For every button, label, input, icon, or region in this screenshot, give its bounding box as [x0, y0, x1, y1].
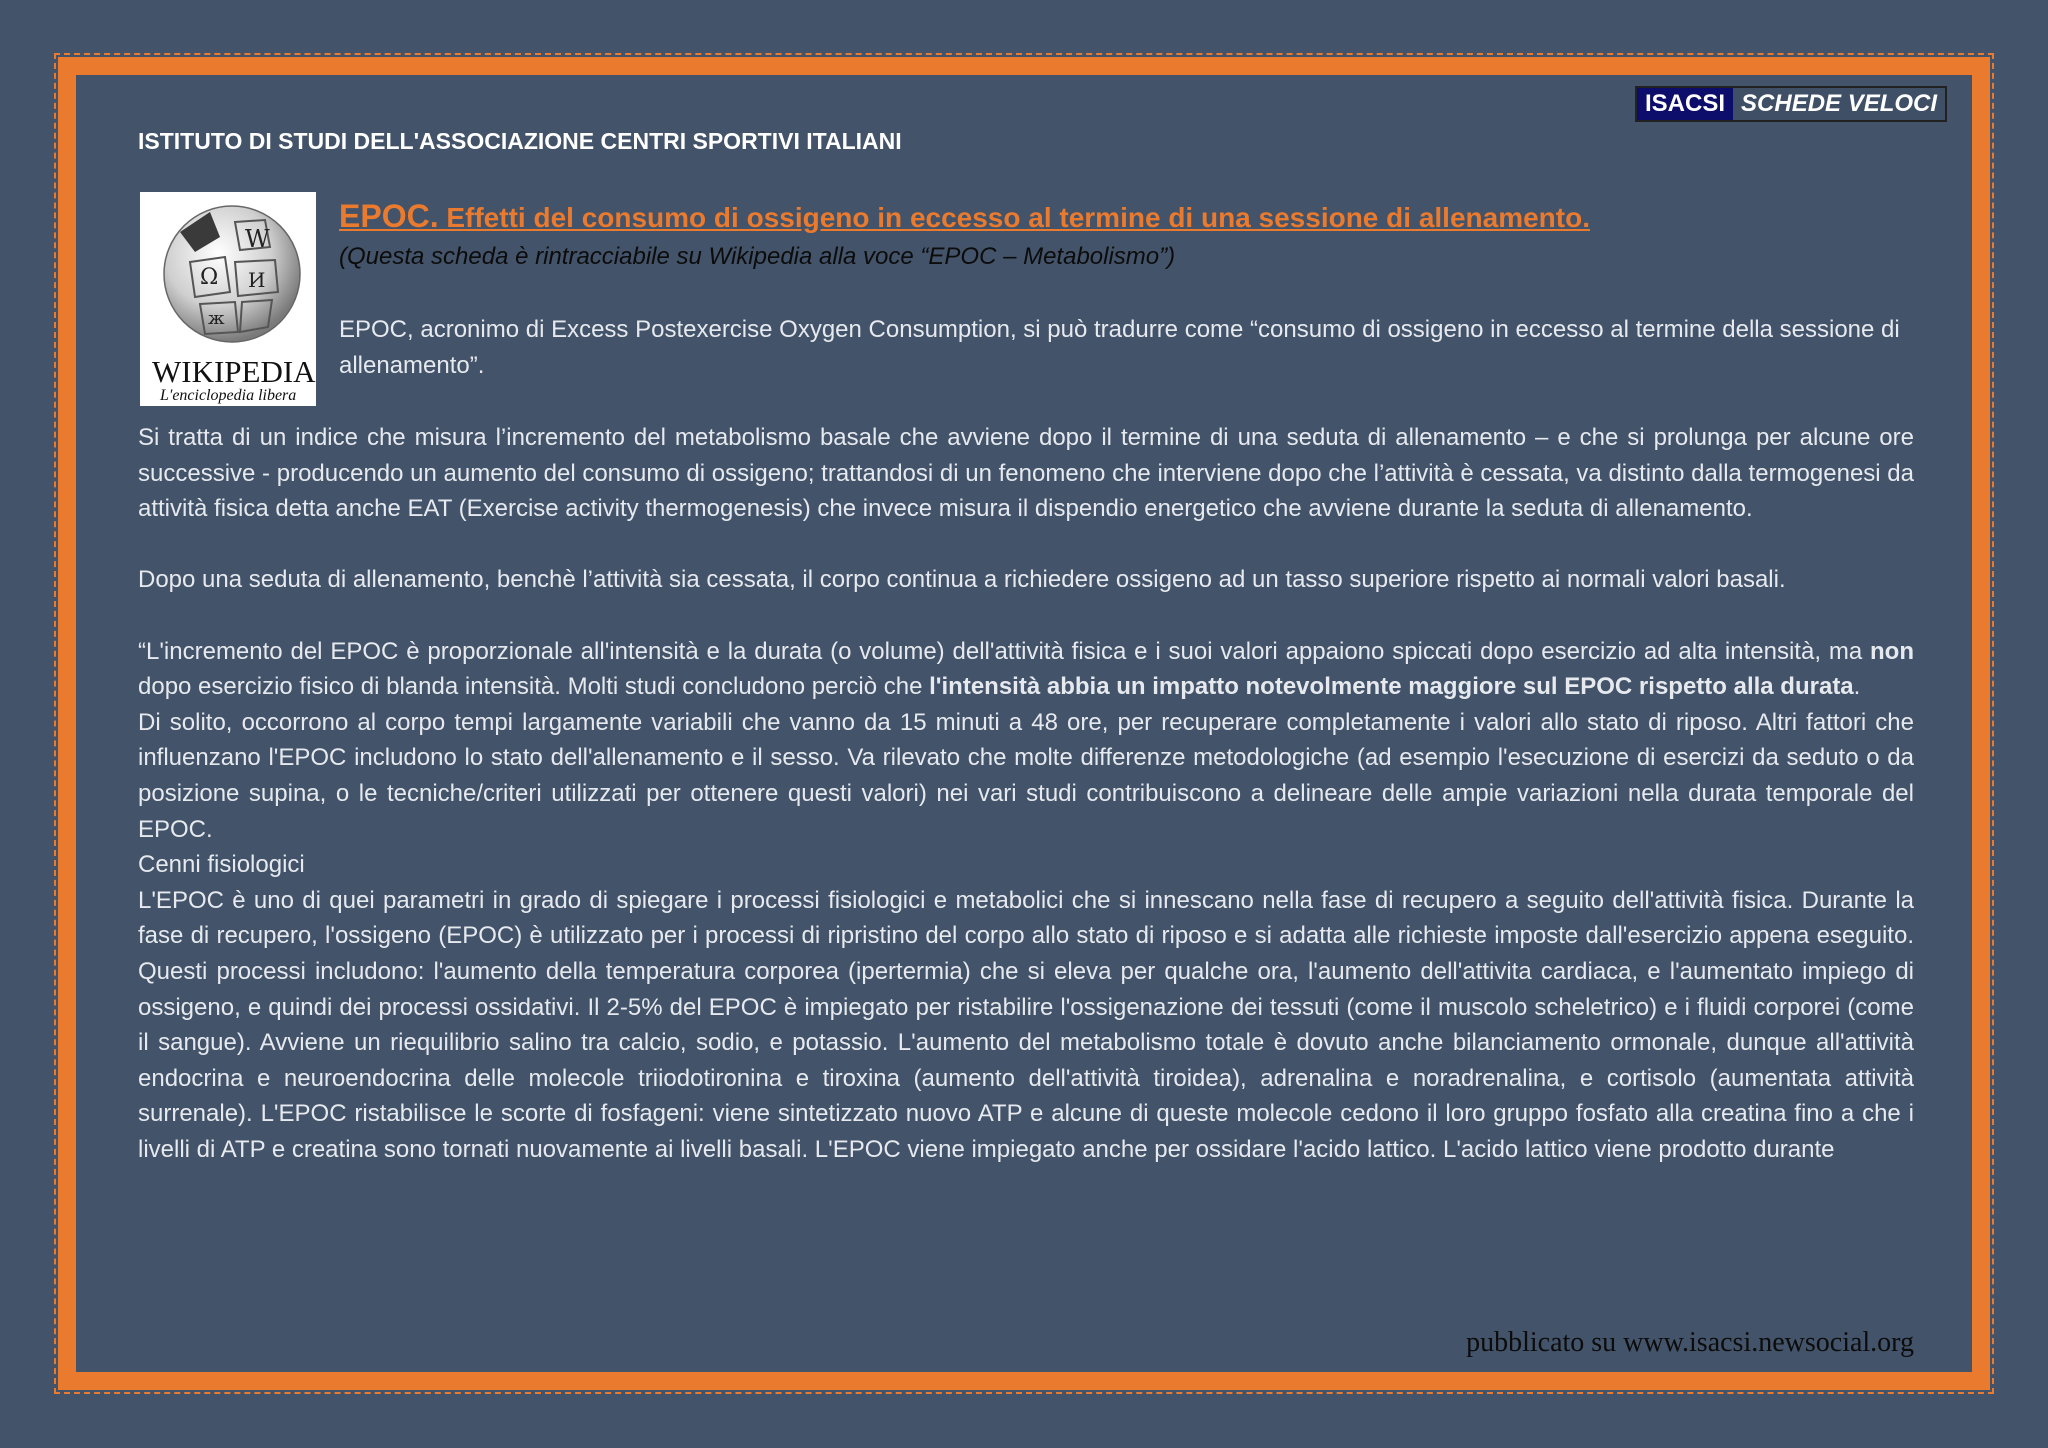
paragraph-2: Dopo una seduta di allenamento, benchè l’attività sia cessata, il corpo continua a richiedere ossigeno ad un tasso superiore rispetto ai normali valori basali. [138, 566, 1786, 594]
intro-paragraph: EPOC, acronimo di Excess Postexercise Oxygen Consumption, si può tradurre come “consumo di ossigeno in eccesso al termine della sessione di allenamento”. [339, 316, 1900, 379]
svg-text:И: И [248, 268, 266, 292]
wikipedia-globe-icon [140, 192, 316, 406]
publication-footer: pubblicato su www.isacsi.newsocial.org [1466, 1327, 1914, 1358]
wikipedia-logo [140, 192, 316, 406]
svg-text:ж: ж [208, 308, 225, 329]
wikipedia-wordmark: WIKIPEDIA [152, 354, 316, 389]
paragraph-1: Si tratta di un indice che misura l’incremento del metabolismo basale che avviene dopo il termine di una seduta di allenamento – e che si prolunga per alcune ore successive - producendo un aumento del consumo di ossigeno; trattandosi di un fenomeno che interviene dopo che l’attività è cessata, va distinto dalla termogenesi da attività fisica detta anche EAT (Exercise activity thermogenesis) che invece misura il dispendio energetico che avviene durante la seduta di allenamento. [138, 424, 1914, 523]
title-lead: EPOC. [339, 198, 439, 234]
isacsi-badge [1635, 86, 1947, 122]
wikipedia-tagline: L'enciclopedia libera [160, 387, 297, 404]
svg-text:Ω: Ω [200, 265, 219, 290]
title-rest: Effetti del consumo di ossigeno in eccesso al termine di una sessione di allenamento. [438, 202, 1590, 233]
institute-name: ISTITUTO DI STUDI DELL'ASSOCIAZIONE CENTRI SPORTIVI ITALIANI [138, 128, 902, 154]
section-heading: Cenni fisiologici [138, 851, 305, 879]
page-title [339, 198, 1590, 235]
badge-schede-veloci: SCHEDE VELOCI [1733, 88, 1945, 120]
page-subtitle: (Questa scheda è rintracciabile su Wikipedia alla voce “EPOC – Metabolismo”) [339, 243, 1176, 270]
paragraph-5: L'EPOC è uno di quei parametri in grado di spiegare i processi fisiologici e metabolici che si innescano nella fase di recupero a seguito dell'attività fisica. Durante la fase di recupero, l'ossigeno (EPOC) è utilizzato per i processi di ripristino del corpo allo stato di riposo e si adatta alle richieste imposte dall'esercizio appena eseguito. Questi processi includono: l'aumento della temperatura corporea (ipertermia) che si eleva per qualche ora, l'aumento dell'attivita cardiaca, e l'aumentato impiego di ossigeno, e quindi dei processi ossidativi. Il 2-5% del EPOC è impiegato per ristabilire l'ossigenazione dei tessuti (come il muscolo scheletrico) e i fluidi corporei (come il sangue). Avviene un riequilibrio salino tra calcio, sodio, e potassio. L'aumento del metabolismo totale è dovuto anche bilanciamento ormonale, dunque all'attività endocrina e neuroendocrina delle molecole triiodotironina e tiroxina (aumento dell'attività tiroidea), adrenalina e noradrenalina, e cortisolo (aumentata attività surrenale). L'EPOC ristabilisce le scorte di fosfageni: viene sintetizzato nuovo ATP e alcune di queste molecole cedono il loro gruppo fosfato alla creatina fino a che i livelli di ATP e creatina sono tornati nuovamente ai livelli basali. L'EPOC viene impiegato anche per ossidare l'acido lattico. L'acido lattico viene prodotto durante [138, 886, 1914, 1163]
article-body [138, 420, 1914, 1167]
svg-text:W: W [245, 225, 270, 253]
badge-isacsi: ISACSI [1637, 88, 1733, 120]
paragraph-3: “L'incremento del EPOC è proporzionale all'intensità e la durata (o volume) dell'attività fisica e i suoi valori appaiono spiccati dopo esercizio ad alta intensità, ma non dopo esercizio fisico di blanda intensità. Molti studi concludono perciò che l'intensità abbia un impatto notevolmente maggiore sul EPOC rispetto alla durata. [138, 637, 1914, 701]
paragraph-4: Di solito, occorrono al corpo tempi largamente variabili che vanno da 15 minuti a 48 ore, per recuperare completamente i valori allo stato di riposo. Altri fattori che influenzano l'EPOC includono lo stato dell'allenamento e il sesso. Va rilevato che molte differenze metodologiche (ad esempio l'esecuzione di esercizi da seduto o da posizione supina, o le tecniche/criteri utilizzati per ottenere questi valori) nei vari studi contribuiscono a delineare delle ampie variazioni nella durata temporale del EPOC. [138, 708, 1914, 843]
